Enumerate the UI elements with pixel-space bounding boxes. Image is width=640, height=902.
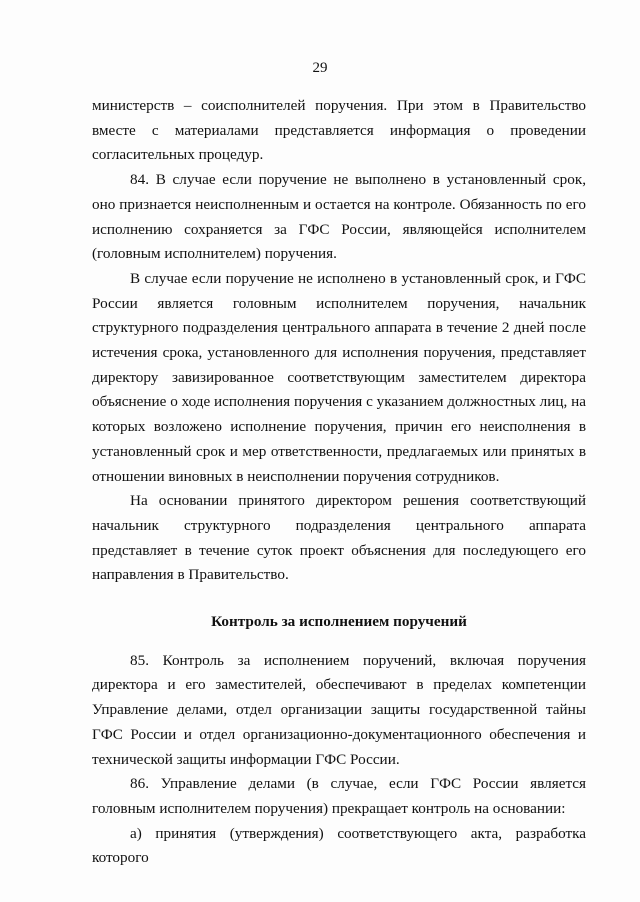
page-number: 29 <box>312 60 328 76</box>
document-body <box>92 94 586 871</box>
paragraph-continuation: министерств – соисполнителей поручения. При этом в Правительство вместе с материалами представляется информация о проведении согласительных процедур. <box>92 97 586 164</box>
section-heading: Контроль за исполнением поручений <box>211 613 467 631</box>
paragraph-86-a: а) принятия (утверждения) соответствующего акта, разработка которого <box>92 824 586 867</box>
paragraph-84-case: В случае если поручение не исполнено в установленный срок, и ГФС России является головным исполнителем поручения, начальник структурного подразделения центрального аппарата в течение 2 дней после истечения срока, установленного для исполнения поручения, представляет директору завизированное соответствующим заместителем директора объяснение о ходе исполнения поручения с указанием должностных лиц, на которых возложено исполнение поручения, причин его неисполнения в установленный срок и мер ответственности, предлагаемых или принятых в отношении виновных в неисполнении поручения сотрудников. <box>92 269 586 485</box>
paragraph-86: 86. Управление делами (в случае, если ГФС России является головным исполнителем поручения) прекращает контроль на основании: <box>92 775 586 817</box>
paragraph-85: 85. Контроль за исполнением поручений, включая поручения директора и его заместителей, обеспечивают в пределах компетенции Управление делами, отдел организации защиты государственной тайны ГФС России и отдел организационно-документационного обеспечения и технической защиты информации ГФС России. <box>92 651 586 768</box>
paragraph-84: 84. В случае если поручение не выполнено в установленный срок, оно признается неисполненным и остается на контроле. Обязанность по его исполнению сохраняется за ГФС России, являющейся исполнителем (головным исполнителем) поручения. <box>92 171 586 263</box>
paragraph-84-decision: На основании принятого директором решения соответствующий начальник структурного подразделения центрального аппарата представляет в течение суток проект объяснения для последующего его направления в Правительство. <box>92 492 586 584</box>
